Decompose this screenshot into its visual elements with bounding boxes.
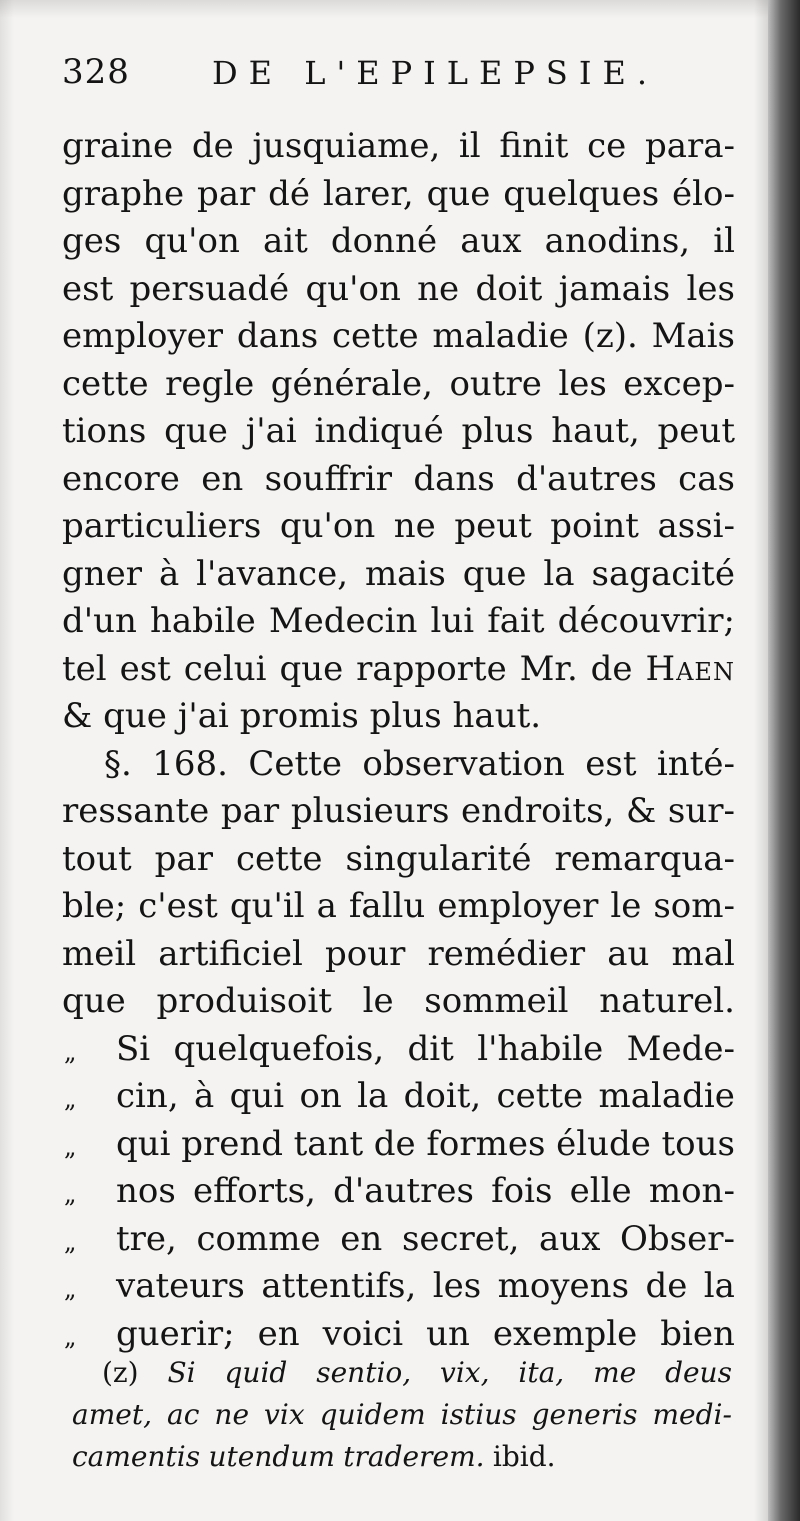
text-line-word: cette (331, 316, 419, 356)
text-line-word: plus (369, 696, 442, 736)
quote-line (62, 1073, 735, 1121)
text-line (62, 361, 735, 409)
text-line-word: anodins, (544, 221, 691, 261)
text-line-word: j'ai (245, 411, 297, 451)
footnote-line-word: ac (167, 1398, 200, 1431)
footnote-line-word: Si (167, 1356, 196, 1389)
quote-text-word: nos (116, 1171, 176, 1211)
text-line-word: d'un (62, 601, 137, 641)
quote-text-word: on (299, 1076, 342, 1116)
text-line-word: d'autres (516, 458, 657, 499)
text-line-word: que (103, 696, 167, 736)
footnote-line-word: ne (214, 1398, 250, 1431)
quote-text-word: secret, (401, 1218, 520, 1259)
text-line (62, 741, 735, 789)
quote-text-word: efforts, (193, 1171, 316, 1211)
quote-text-word: Si (116, 1028, 151, 1069)
quote-text (116, 1263, 735, 1311)
text-line (62, 931, 735, 979)
text-line-word: §. (104, 743, 132, 784)
text-line-word: est (119, 648, 171, 689)
text-line (62, 123, 735, 171)
text-line (62, 883, 735, 931)
quote-text-word: à (193, 1076, 215, 1116)
author-name: Haen (645, 648, 735, 689)
text-line-word: jusquiame, (252, 126, 441, 166)
text-line-word: regle (165, 363, 255, 404)
footnote-line-word: medi- (652, 1398, 732, 1431)
quote-text-word: vateurs (116, 1266, 245, 1306)
quote-text-word: l'habile (477, 1028, 604, 1069)
text-line-word: mais (364, 553, 446, 594)
text-line-word: gner (62, 553, 143, 594)
text-line-word: qu'on (279, 506, 376, 546)
quote-text-word: elle (569, 1171, 632, 1211)
text-line-word: lui (430, 601, 475, 641)
text-line-word: para- (644, 126, 735, 166)
footnote-line-word: camentis (72, 1440, 201, 1473)
text-line (62, 218, 735, 266)
quote-mark: „ (64, 1180, 77, 1208)
quote-text-word: cin, (116, 1076, 179, 1116)
text-line (62, 788, 735, 836)
quote-text-word: Mede- (626, 1028, 735, 1069)
quote-text-word: Obser- (620, 1218, 735, 1259)
quote-line (62, 1121, 735, 1169)
quote-text-word: maladie (598, 1076, 735, 1116)
page-shadow-left (0, 0, 14, 1521)
text-line (62, 646, 735, 694)
text-line-word: excep- (623, 363, 735, 404)
footnote-line-word: istius (440, 1398, 517, 1431)
quote-mark: „ (64, 1322, 77, 1351)
quote-text-word: doit, (403, 1076, 482, 1116)
footnote-line-word: generis (531, 1398, 638, 1431)
quote-text-word: mon- (648, 1171, 735, 1211)
page-shadow-top (0, 0, 800, 18)
text-line-word: que (62, 981, 126, 1021)
quote-text-word: d'autres (333, 1171, 474, 1211)
text-line-word: il (458, 126, 481, 166)
text-line-word: fallu (348, 886, 426, 926)
text-line-word: habile (149, 601, 256, 641)
text-line-word: plus (461, 411, 534, 451)
text-line-word: les (558, 363, 607, 404)
quote-text-word: comme (196, 1218, 321, 1259)
running-head: DE L'EPILEPSIE. (212, 54, 658, 92)
quote-text-word: attentifs, (261, 1266, 417, 1306)
footnote-line (72, 1436, 732, 1478)
text-line-word: haut. (452, 696, 542, 736)
quote-text-word: quelquefois, (173, 1028, 385, 1069)
text-line-word: ne (393, 506, 436, 546)
text-line-word: dans (413, 458, 495, 499)
quote-mark: „ (64, 1085, 77, 1113)
text-line-word: meil (62, 933, 137, 974)
text-line-word: l'avance, (196, 553, 349, 594)
text-line-word: haut, (551, 411, 640, 451)
text-line (62, 598, 735, 646)
text-line (62, 503, 735, 551)
text-line-word: que (164, 411, 228, 451)
quote-text-word: qui (229, 1076, 285, 1116)
text-line-word: donné (330, 221, 438, 261)
text-line-word: tout (62, 838, 132, 879)
text-line-word: singularité (345, 838, 532, 879)
text-line-word: assi- (657, 506, 735, 546)
text-line-word: par (154, 838, 213, 879)
footnote-line-word: utendum (208, 1440, 335, 1473)
text-line (62, 836, 735, 884)
text-line (62, 551, 735, 599)
text-line-word: persuadé (129, 268, 290, 309)
text-line-word: de (191, 126, 234, 166)
footnote-line-word: ita, (518, 1356, 565, 1389)
quote-line (62, 1263, 735, 1311)
text-line-word: aux (460, 221, 522, 261)
text-line-word: endroits, (461, 791, 615, 831)
text-line-word: a (316, 886, 337, 926)
text-line-word: point (550, 506, 639, 546)
text-line-word: les (686, 268, 735, 309)
footnote-line (72, 1352, 732, 1394)
text-line-word: cette (62, 363, 149, 404)
gutter-shadow (754, 0, 768, 1521)
text-line-word: plusieurs (290, 791, 450, 831)
text-line-word: Mais (651, 316, 735, 356)
text-line-word: fait (487, 601, 545, 641)
text-line-word: dé (268, 173, 311, 214)
text-line-word: qu'il (229, 886, 305, 926)
text-line (62, 171, 735, 219)
quote-text-word: les (432, 1266, 482, 1306)
text-line-word: ait (262, 221, 308, 261)
book-gutter (768, 0, 800, 1521)
quote-text-word: un (426, 1313, 470, 1354)
text-line-word: tel (62, 648, 107, 689)
quote-text-word: cette (496, 1076, 584, 1116)
text-line-word: cas (678, 458, 735, 499)
text-line-word: souffrir (264, 458, 392, 499)
text-line-word: finit (499, 126, 569, 166)
text-line-word: tions (62, 411, 147, 451)
text-line-word: la (543, 553, 575, 594)
footnote-line-word: quid (224, 1356, 288, 1389)
quote-text-word: tre, (116, 1218, 177, 1259)
text-line-word: dans (236, 316, 319, 356)
text-line-word: ce (587, 126, 627, 166)
text-line (62, 266, 735, 314)
text-line-word: sommeil (424, 981, 569, 1021)
footnote-line-word: me (593, 1356, 637, 1389)
text-line-word: pour (324, 933, 406, 974)
text-line-word: il (713, 221, 735, 261)
text-line-word: sur- (667, 791, 735, 831)
text-line-word: le (362, 981, 394, 1021)
text-line-word: élo- (672, 173, 735, 214)
quote-text-word: élude (556, 1123, 651, 1164)
quote-line (62, 1168, 735, 1216)
quote-text (116, 1121, 735, 1169)
text-line-word: sagacité (591, 553, 735, 594)
quote-text (116, 1311, 735, 1359)
text-line-word: rapporte (356, 648, 507, 689)
footnote-line-word: vix (264, 1398, 305, 1431)
text-line-word: employer (62, 316, 224, 356)
text-line-word: le (610, 886, 642, 926)
text-line-word: observation (362, 743, 565, 784)
quote-text-word: moyens (497, 1266, 630, 1306)
text-line-word: que (426, 173, 491, 214)
body-text (62, 123, 735, 1358)
footnote-line-word: quidem (319, 1398, 426, 1431)
quote-text-word: en (340, 1218, 383, 1259)
text-line (62, 408, 735, 456)
footnote-line-word: deus (665, 1356, 732, 1389)
text-line-word: som- (653, 886, 735, 926)
quote-text-word: dit (407, 1028, 454, 1069)
text-line-word: j'ai (177, 696, 229, 736)
text-line-word: à (158, 553, 180, 594)
text-line-word: employer (437, 886, 599, 926)
text-line-word: peut (657, 411, 735, 451)
text-line-word: indiqué (314, 411, 444, 451)
text-line-word: produisoit (156, 981, 332, 1021)
quote-text-word: tous (661, 1123, 735, 1164)
text-line (62, 313, 735, 361)
text-line-word: découvrir; (557, 601, 735, 641)
quote-line (62, 1311, 735, 1359)
text-line (62, 978, 735, 1026)
text-line-word: graine (62, 126, 174, 166)
text-line-word: Cette (248, 743, 342, 784)
quote-text-word: voici (322, 1313, 404, 1354)
text-line-word: remarqua- (554, 838, 735, 879)
text-line-word: ne (417, 268, 460, 309)
text-line (62, 456, 735, 504)
text-line-word: de (590, 648, 633, 689)
quote-text-word: aux (539, 1218, 601, 1259)
quote-text (116, 1073, 735, 1121)
quote-text-word: la (703, 1266, 735, 1306)
footnote-marker: (z) (102, 1356, 139, 1389)
quote-mark: „ (64, 1037, 77, 1066)
text-line-word: Mr. (519, 648, 578, 689)
page-header (60, 52, 740, 102)
quote-text-word: qui (116, 1123, 171, 1164)
text-line-word: inté- (656, 743, 735, 784)
quote-text-word: en (257, 1313, 300, 1354)
quote-text-word: formes (426, 1123, 546, 1164)
text-line-word: artificiel (158, 933, 303, 974)
text-line-word: larer, (322, 173, 414, 214)
text-line-word: outre (449, 363, 542, 404)
page-number: 328 (62, 52, 130, 92)
text-line-word: qu'on (305, 268, 401, 309)
text-line-word: mal (671, 933, 735, 974)
text-line-word: particuliers (62, 506, 262, 546)
footnote-line-word: vix, (440, 1356, 490, 1389)
footnote-source: ibid. (492, 1440, 556, 1473)
quote-line (62, 1216, 735, 1264)
text-line-word: au (607, 933, 650, 974)
text-line-word: par (196, 173, 256, 214)
text-line-word: qu'on (144, 221, 240, 261)
quote-text (116, 1026, 735, 1074)
text-line-word: Medecin (268, 601, 418, 641)
quote-text-word: exemple (492, 1313, 638, 1354)
text-line-word: que (279, 648, 344, 689)
text-line-word: générale, (270, 363, 433, 404)
text-line-word: (z). (582, 316, 638, 356)
quote-line (62, 1026, 735, 1074)
text-line-word: maladie (432, 316, 569, 356)
footnote (72, 1352, 732, 1478)
text-line-word: cette (235, 838, 323, 879)
footnote-line-word: sentio, (316, 1356, 412, 1389)
quote-mark: „ (64, 1132, 77, 1161)
text-line-word: remédier (427, 933, 586, 974)
text-line-word: est (62, 268, 114, 309)
quote-text-word: tant (293, 1123, 364, 1164)
text-line-word: peut (454, 506, 532, 546)
text-line-word: ges (62, 221, 122, 261)
quote-text-word: bien (660, 1313, 735, 1354)
text-line-word: c'est (138, 886, 218, 926)
quote-mark: „ (64, 1227, 77, 1256)
quote-text-word: guerir; (116, 1313, 235, 1354)
footnote-line-word: traderem. (343, 1440, 485, 1473)
text-line-word: en (201, 458, 244, 499)
text-line (62, 693, 735, 741)
quote-text (116, 1216, 735, 1264)
quote-mark: „ (64, 1275, 77, 1303)
text-line-word: par (220, 791, 280, 831)
quote-text-word: de (645, 1266, 688, 1306)
text-line-word: jamais (558, 268, 671, 309)
text-line-word: promis (239, 696, 359, 736)
text-line-word: ble; (62, 886, 127, 926)
text-line-word: quelques (503, 173, 660, 214)
quote-text-word: la (357, 1076, 389, 1116)
text-line-word: que (462, 553, 527, 594)
text-line-word: ressante (62, 791, 210, 831)
text-line-word: celui (183, 648, 267, 689)
footnote-line-word: amet, (72, 1398, 152, 1431)
quote-text-word: de (373, 1123, 416, 1164)
text-line-word: graphe (62, 173, 185, 214)
quote-text (116, 1168, 735, 1216)
text-line-word: naturel. (599, 981, 735, 1021)
text-line-word: & (62, 696, 93, 736)
quote-text-word: fois (491, 1171, 553, 1211)
footnote-line (72, 1394, 732, 1436)
quote-text-word: prend (181, 1123, 283, 1164)
text-line-word: encore (62, 458, 180, 499)
text-line-word: est (585, 743, 637, 784)
text-line-word: 168. (152, 743, 228, 784)
text-line-word: & (625, 791, 657, 831)
text-line-word: doit (475, 268, 543, 309)
